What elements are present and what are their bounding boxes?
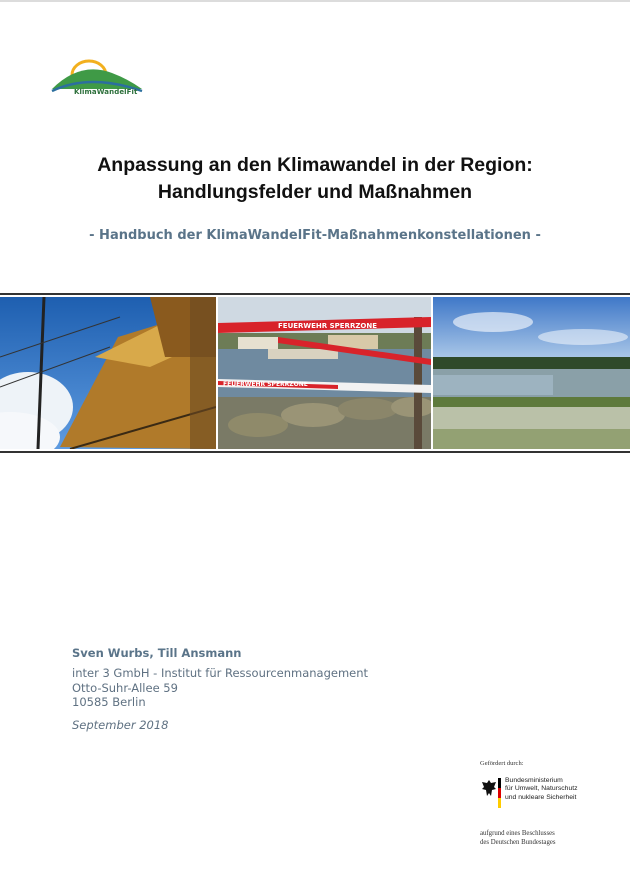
page-title <box>40 152 590 206</box>
german-flag-stripe <box>498 778 501 808</box>
photo-shade-sails <box>0 297 216 449</box>
funding-label: Gefördert durch: <box>480 760 524 767</box>
tape-text-1: FEUERWEHR SPERRZONE <box>278 322 378 330</box>
publication-date: September 2018 <box>72 718 169 732</box>
subtitle: - Handbuch der KlimaWandelFit-Maßnahmenkonstellationen - <box>89 228 541 243</box>
federal-eagle-icon <box>481 779 497 797</box>
title-line-1: Anpassung an den Klimawandel in der Region: <box>97 154 533 176</box>
address-city: 10585 Berlin <box>72 695 146 709</box>
title-line-2: Handlungsfelder und Maßnahmen <box>157 181 473 203</box>
ministry-line-1: Bundesministerium <box>505 777 563 784</box>
klimawandelfit-logo <box>50 55 150 100</box>
ministry-line-2: für Umwelt, Naturschutz <box>505 785 578 793</box>
decision-line-1: aufgrund eines Beschlusses <box>480 830 555 837</box>
photo-flood-barrier <box>218 297 431 449</box>
photo-band-top-rule <box>0 293 630 295</box>
ministry-line-3: und nukleare Sicherheit <box>505 793 577 801</box>
logo-text: KlimaWandelFit <box>74 88 138 96</box>
top-border <box>0 0 630 2</box>
photo-wetland <box>433 297 630 449</box>
address-street: Otto-Suhr-Allee 59 <box>72 681 178 695</box>
tape-text-2: FEUERWEHR SPERRZONE <box>223 381 308 388</box>
address-organization: inter 3 GmbH - Institut für Ressourcenmanagement <box>72 666 369 680</box>
bundestag-decision <box>480 830 556 847</box>
decision-line-2: des Deutschen Bundestages <box>480 838 556 846</box>
ministry-name <box>505 777 578 802</box>
photo-band-bottom-rule <box>0 451 630 453</box>
authors: Sven Wurbs, Till Ansmann <box>72 646 242 660</box>
photo-band <box>0 297 630 449</box>
